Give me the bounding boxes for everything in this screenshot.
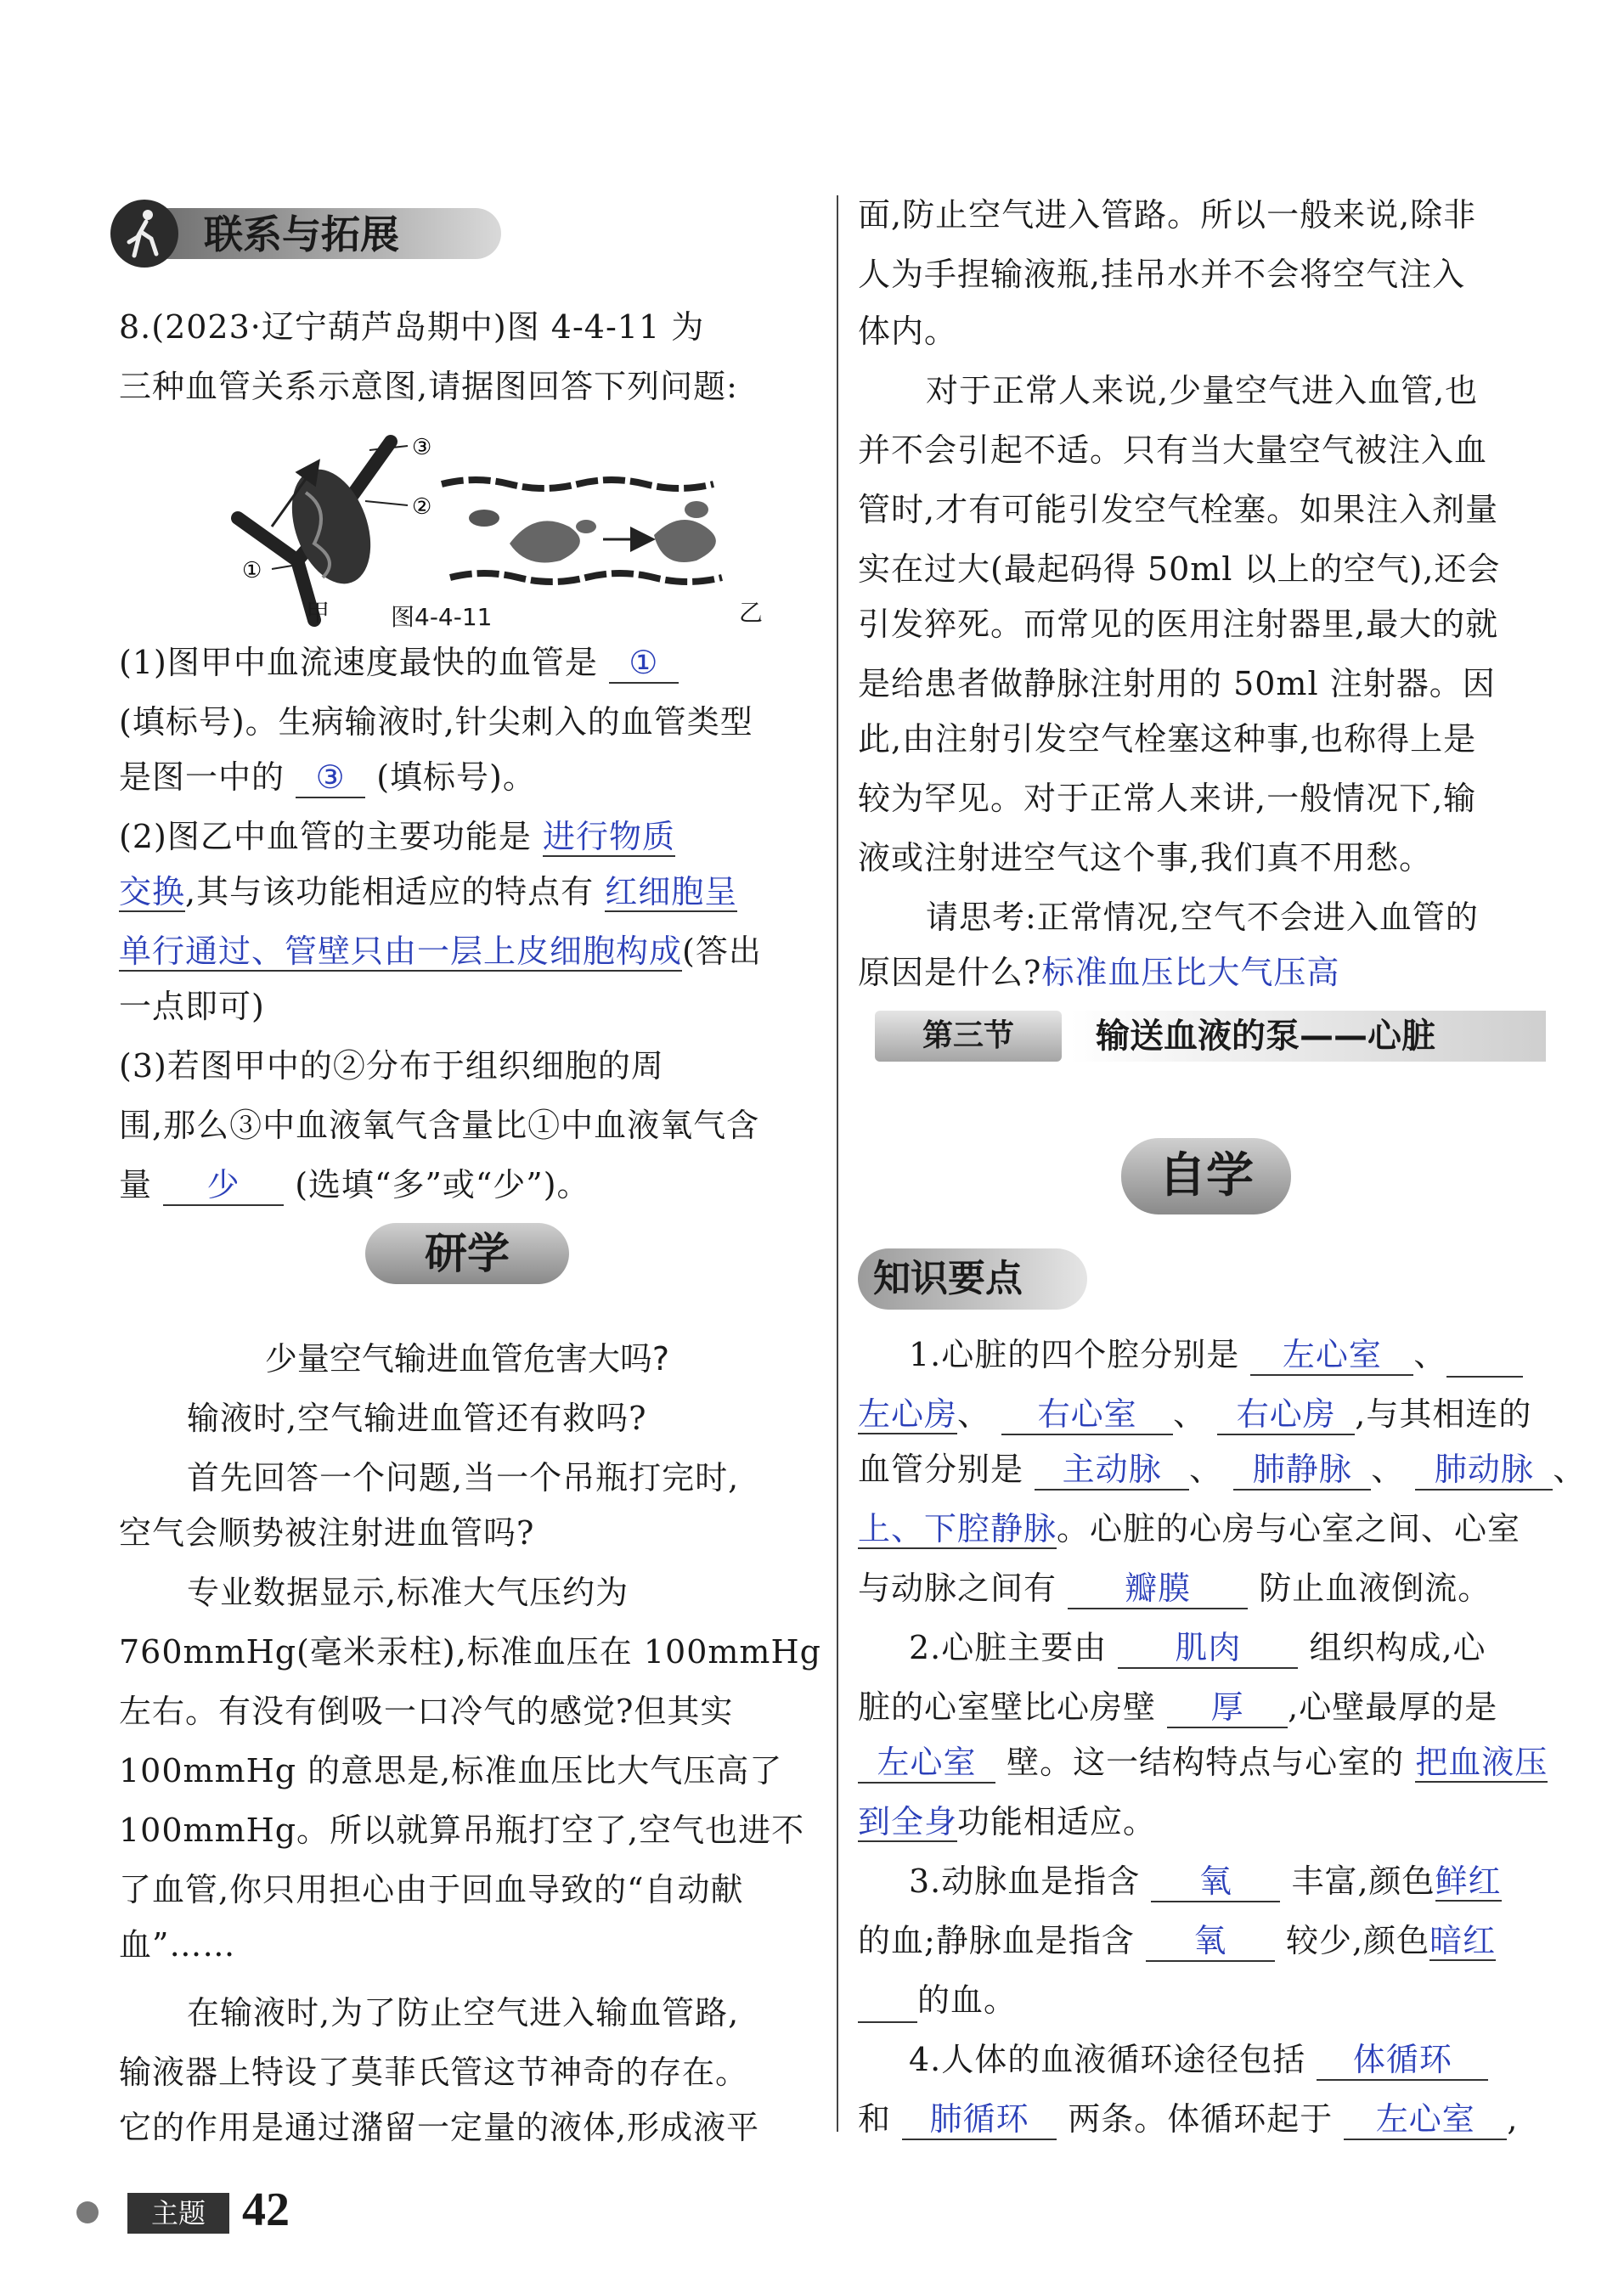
article-line-5: 760mmHg(毫米汞柱),标准血压在 100mmHg xyxy=(119,1633,821,1671)
article-title: 少量空气输进血管危害大吗? xyxy=(264,1340,670,1378)
q8-part1-text-d: (填标号)。 xyxy=(376,758,536,796)
q8-part1-line3 xyxy=(119,756,815,798)
right-line-8: 引发猝死。而常见的医用注射器里,最大的就 xyxy=(858,606,1499,643)
knowledge-points-badge: 知识要点 xyxy=(858,1248,1087,1310)
banner-title: 联系与拓展 xyxy=(204,211,399,257)
think-question: 原因是什么? xyxy=(858,954,1042,991)
column-divider xyxy=(837,195,838,2132)
q4-text-d: , xyxy=(1507,2100,1519,2138)
q2-text-c: 脏的心室壁比心房壁 xyxy=(858,1688,1157,1726)
q2-text-e: 壁。这一结构特点与心室的 xyxy=(1007,1744,1405,1781)
q8-part2-line3 xyxy=(119,930,815,972)
q8-part1-text-a: (1)图甲中血流速度最快的血管是 xyxy=(119,644,598,681)
right-line-12: 液或注射进空气这个事,我们真不用愁。 xyxy=(858,839,1433,876)
article-line-1: 输液时,空气输进血管还有救吗? xyxy=(187,1400,647,1437)
q8-part3-line2: 围,那么③中血液氧气含量比①中血液氧气含 xyxy=(119,1107,760,1144)
q1-line3 xyxy=(858,1448,1587,1491)
q4-answer-3: 左心室 xyxy=(1344,2099,1507,2140)
q3-answer-4: 暗红 xyxy=(1429,1922,1497,1959)
q4-text-b: 和 xyxy=(858,2100,892,2138)
q3-blank xyxy=(858,1979,917,2023)
q1-answer-7: 肺动脉 xyxy=(1415,1450,1553,1491)
q1-text-d: 。心脏的心房与心室之间、心室 xyxy=(1057,1510,1521,1547)
q8-part1-line1 xyxy=(119,641,815,684)
q8-part1-line2: (填标号)。生病输液时,针尖刺入的血管类型 xyxy=(119,703,753,741)
q4-line1 xyxy=(858,2038,1605,2081)
q3-text-e: 的血。 xyxy=(917,1981,1018,2019)
q1-text-b: ,与其相连的 xyxy=(1355,1395,1532,1433)
q3-text-a: 3.动脉血是指含 xyxy=(909,1863,1141,1900)
q3-line3 xyxy=(858,1979,1554,2023)
q2-answer-4a: 把血液压 xyxy=(1415,1744,1548,1781)
q2-line3 xyxy=(858,1741,1554,1784)
q8-part3-answer: 少 xyxy=(163,1165,284,1206)
right-line-4: 对于正常人来说,少量空气进入血管,也 xyxy=(926,372,1479,409)
q8-part2-text-c: (答出 xyxy=(682,933,762,970)
q4-answer-2: 肺循环 xyxy=(902,2099,1057,2140)
article-line-10: 血”…… xyxy=(119,1926,236,1964)
right-line-1: 面,防止空气进入管路。所以一般来说,除非 xyxy=(858,196,1477,234)
figure-label-yi: 乙 xyxy=(739,599,764,627)
section-header xyxy=(858,1002,1554,1070)
q1-sep-6: 、 xyxy=(1371,1451,1405,1488)
q1-sep-7: 、 xyxy=(1553,1451,1587,1488)
q8-part2-answer-2a: 红细胞呈 xyxy=(605,873,738,910)
q1-answer-9: 瓣膜 xyxy=(1068,1569,1248,1609)
page-number: 42 xyxy=(242,2184,290,2236)
q1-sep-3: 、 xyxy=(1173,1395,1207,1433)
q2-line4 xyxy=(858,1801,1554,1843)
q4-answer-1: 体循环 xyxy=(1317,2040,1488,2081)
section-number: 第三节 xyxy=(875,1011,1062,1062)
article-line-12: 输液器上特设了莫菲氏管这节神奇的存在。 xyxy=(119,2054,749,2091)
q3-line2 xyxy=(858,1919,1554,1962)
q2-text-a: 2.心脏主要由 xyxy=(909,1629,1108,1666)
q8-part3-line3 xyxy=(119,1164,815,1206)
article-line-3: 空气会顺势被注射进血管吗? xyxy=(119,1514,535,1552)
q3-answer-1: 氧 xyxy=(1151,1862,1280,1902)
runner-icon xyxy=(110,200,178,268)
q1-sep-1: 、 xyxy=(1413,1336,1447,1373)
q4-text-a: 4.人体的血液循环途径包括 xyxy=(909,2041,1306,2078)
q8-line-2: 三种血管关系示意图,请据图回答下列问题: xyxy=(119,368,738,405)
zixue-badge: 自学 xyxy=(1121,1138,1291,1214)
right-line-13: 请思考:正常情况,空气不会进入血管的 xyxy=(926,899,1479,936)
right-line-3: 体内。 xyxy=(858,313,958,350)
q2-text-b: 组织构成,心 xyxy=(1309,1629,1486,1666)
think-answer: 标准血压比大气压高 xyxy=(1041,954,1340,991)
footer-tag: 主题 xyxy=(127,2193,229,2234)
footer-dot-icon xyxy=(76,2201,99,2223)
q1-answer-5: 主动脉 xyxy=(1035,1450,1189,1491)
section-banner xyxy=(110,200,501,268)
q1-blank xyxy=(1446,1333,1523,1378)
q4-line2 xyxy=(858,2098,1554,2140)
article-line-4: 专业数据显示,标准大气压约为 xyxy=(187,1574,629,1611)
q8-part2-line2 xyxy=(119,871,815,913)
q2-answer-4b: 到全身 xyxy=(858,1803,958,1840)
article-line-7: 100mmHg 的意思是,标准血压比大气压高了 xyxy=(119,1752,783,1789)
q1-text-e: 与动脉之间有 xyxy=(858,1569,1057,1607)
q2-text-d: ,心壁最厚的是 xyxy=(1288,1688,1498,1726)
q8-line-1: 8.(2023·辽宁葫芦岛期中)图 4-4-11 为 xyxy=(119,308,705,346)
article-line-8: 100mmHg。所以就算吊瓶打空了,空气也进不 xyxy=(119,1812,805,1849)
q2-line2 xyxy=(858,1686,1554,1728)
right-line-9: 是给患者做静脉注射用的 50ml 注射器。因 xyxy=(858,665,1496,702)
q1-text-a: 1.心脏的四个腔分别是 xyxy=(909,1336,1240,1373)
q1-answer-1: 左心室 xyxy=(1250,1335,1413,1376)
q3-line1 xyxy=(858,1860,1605,1902)
q8-part3-text-d: (选填“多”或“少”)。 xyxy=(295,1166,590,1203)
q3-answer-2: 鲜红 xyxy=(1435,1863,1502,1900)
q1-sep-2: 、 xyxy=(957,1395,991,1433)
right-line-10: 此,由注射引发空气栓塞这种事,也称得上是 xyxy=(858,720,1477,758)
q8-part1-answer-1: ① xyxy=(609,643,679,684)
q1-answer-8: 上、下腔静脉 xyxy=(858,1510,1057,1547)
q8-part2-line4: 一点即可) xyxy=(119,988,265,1025)
figure-caption: 图4-4-11 xyxy=(391,603,493,631)
q1-line5 xyxy=(858,1567,1554,1609)
q8-part3-text-c: 量 xyxy=(119,1166,153,1203)
q8-part2-answer-2b: 单行通过、管壁只由一层上皮细胞构成 xyxy=(119,933,683,970)
mark-1: ① xyxy=(242,558,262,583)
q3-answer-3: 氧 xyxy=(1146,1921,1275,1962)
right-line-6: 管时,才有可能引发空气栓塞。如果注入剂量 xyxy=(858,491,1499,528)
q3-text-c: 的血;静脉血是指含 xyxy=(858,1922,1135,1959)
q8-part2-answer-1a: 进行物质 xyxy=(542,818,675,855)
mark-2: ② xyxy=(412,494,432,520)
section-title: 输送血液的泵——心脏 xyxy=(1070,1011,1546,1062)
q1-text-c: 血管分别是 xyxy=(858,1451,1024,1488)
mark-3: ③ xyxy=(412,435,432,460)
q1-line4 xyxy=(858,1507,1554,1550)
q1-sep-5: 、 xyxy=(1189,1451,1223,1488)
yanxue-badge: 研学 xyxy=(365,1223,569,1284)
q1-answer-2: 左心房 xyxy=(858,1395,958,1433)
q8-part1-answer-2: ③ xyxy=(296,758,365,798)
article-line-11: 在输液时,为了防止空气进入输血管路, xyxy=(187,1994,740,2032)
q8-part2-answer-1b: 交换 xyxy=(119,873,186,910)
q1-text-f: 防止血液倒流。 xyxy=(1259,1569,1491,1607)
q1-answer-6: 肺静脉 xyxy=(1233,1450,1371,1491)
article-line-13: 它的作用是通过潴留一定量的液体,形成液平 xyxy=(119,2109,760,2146)
q8-part3-line1: (3)若图甲中的②分布于组织细胞的周 xyxy=(119,1047,664,1085)
q8-part2-text-a: (2)图乙中血管的主要功能是 xyxy=(119,818,532,855)
q8-part1-text-c: 是图一中的 xyxy=(119,758,285,796)
q3-text-b: 丰富,颜色 xyxy=(1291,1863,1435,1900)
q1-answer-3: 右心室 xyxy=(1001,1395,1173,1435)
q3-text-d: 较少,颜色 xyxy=(1286,1922,1430,1959)
q2-line1 xyxy=(858,1626,1605,1669)
q1-line2 xyxy=(858,1393,1554,1435)
article-line-2: 首先回答一个问题,当一个吊瓶打完时, xyxy=(187,1459,740,1496)
q8-part2-line1 xyxy=(119,815,815,858)
blood-vessel-figure xyxy=(221,433,798,631)
q8-part2-text-b: ,其与该功能相适应的特点有 xyxy=(185,873,595,910)
q2-text-f: 功能相适应。 xyxy=(957,1803,1157,1840)
think-line xyxy=(858,951,1554,994)
right-line-7: 实在过大(最起码得 50ml 以上的空气),还会 xyxy=(858,550,1501,588)
article-line-6: 左右。有没有倒吸一口冷气的感觉?但其实 xyxy=(119,1693,734,1730)
right-line-11: 较为罕见。对于正常人来讲,一般情况下,输 xyxy=(858,780,1477,817)
figure-label-jia: 甲 xyxy=(306,599,330,627)
right-line-2: 人为手捏输液瓶,挂吊水并不会将空气注入 xyxy=(858,256,1466,293)
q2-answer-3: 左心室 xyxy=(858,1743,995,1784)
q1-line1 xyxy=(858,1333,1605,1378)
q1-answer-4: 右心房 xyxy=(1217,1395,1355,1435)
right-line-5: 并不会引起不适。只有当大量空气被注入血 xyxy=(858,431,1488,469)
q2-answer-1: 肌肉 xyxy=(1118,1628,1298,1669)
article-line-9: 了血管,你只用担心由于回血导致的“自动献 xyxy=(119,1871,744,1908)
q2-answer-2: 厚 xyxy=(1167,1688,1288,1728)
q4-text-c: 两条。体循环起于 xyxy=(1068,2100,1334,2138)
